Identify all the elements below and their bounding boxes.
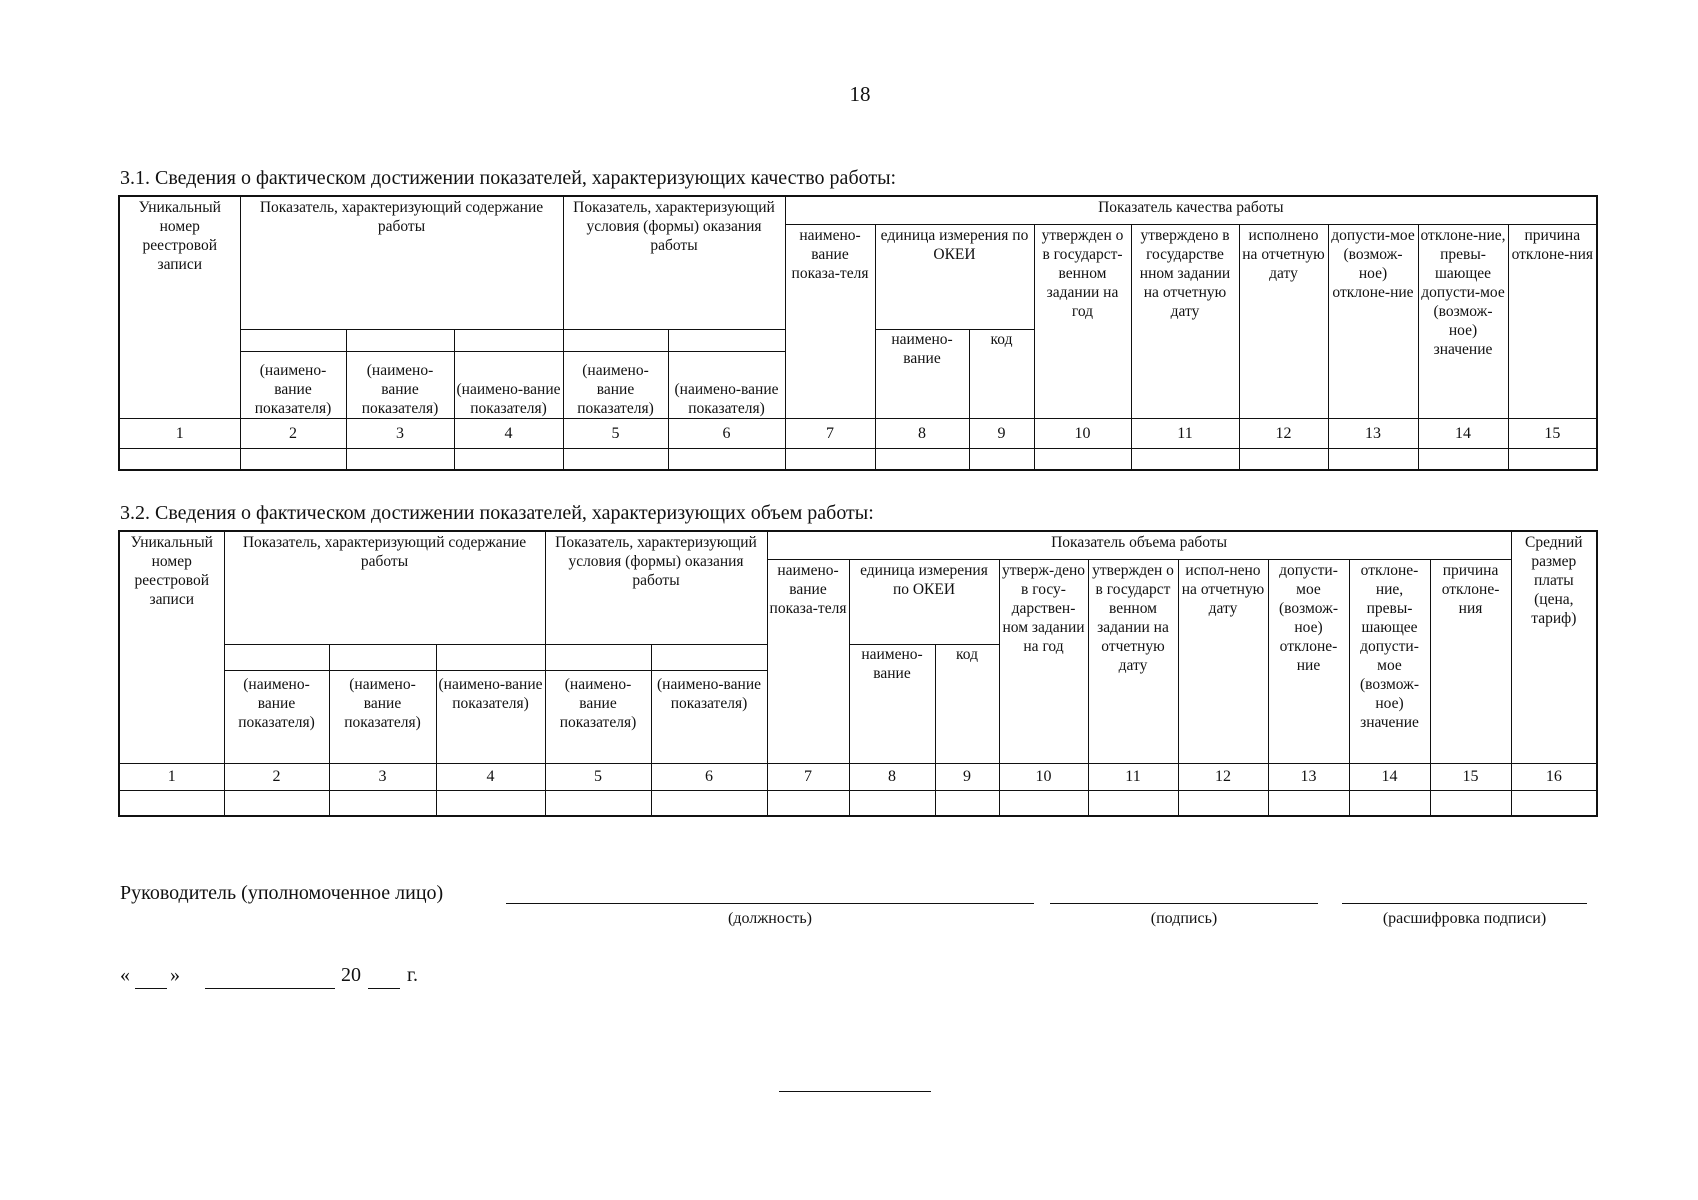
header-unit-name: наимено-вание [849,644,935,763]
blank-cell [224,644,329,670]
header-unique-number: Уникальный номер реестровой записи [119,531,224,763]
indicator-name-label: (наимено-вание показателя) [454,351,563,418]
indicator-name-label: (наимено-вание показателя) [651,670,767,763]
column-number: 14 [1418,418,1508,448]
header-approved-date: утверждено в государстве нном задании на отчетную дату [1131,224,1239,418]
column-number: 7 [767,763,849,790]
header-executed: исполнено на отчетную дату [1239,224,1328,418]
section-title-quality: 3.1. Сведения о фактическом достижении показателей, характеризующих качество работы: [120,167,897,189]
column-number: 12 [1178,763,1268,790]
indicator-name-label: (наимено-вание показателя) [563,351,668,418]
blank-cell [563,329,668,351]
header-indicator-name: наимено-вание показа-теля [767,559,849,763]
quality-indicators-table [118,195,1598,471]
section-title-volume: 3.2. Сведения о фактическом достижении показателей, характеризующих объем работы: [120,502,874,524]
header-approved-year: утверж-дено в госу-дарствен-ном задании на год [999,559,1088,763]
column-number: 6 [651,763,767,790]
column-number: 2 [240,418,346,448]
page-number: 18 [849,82,871,106]
column-number: 2 [224,763,329,790]
blank-cell [436,644,545,670]
column-number: 9 [969,418,1034,448]
column-number: 5 [563,418,668,448]
header-unit-okei: единица измерения по ОКЕИ [875,224,1034,329]
header-conditions-group: Показатель, характеризующий условия (формы) оказания работы [563,196,785,329]
column-number: 4 [454,418,563,448]
header-executed: испол-нено на отчетную дату [1178,559,1268,763]
position-line[interactable] [506,903,1034,904]
column-number: 11 [1088,763,1178,790]
date-year-line[interactable] [368,988,400,989]
column-number: 6 [668,418,785,448]
decode-caption: (расшифровка подписи) [1382,910,1547,927]
header-unit-name: наимено-вание [875,329,969,418]
blank-cell [346,329,454,351]
indicator-name-label: (наимено-вание показателя) [224,670,329,763]
column-number: 5 [545,763,651,790]
column-number: 14 [1349,763,1430,790]
header-unit-okei: единица измерения по ОКЕИ [849,559,999,644]
indicator-name-label: (наимено-вание показателя) [668,351,785,418]
blank-cell [668,329,785,351]
header-indicator-group: Показатель качества работы [785,196,1597,224]
header-excess-deviation: отклоне-ние, превы-шающее допусти-мое (возмож-ное) значение [1418,224,1508,418]
column-number: 12 [1239,418,1328,448]
header-unique-number: Уникальный номер реестровой записи [119,196,240,418]
blank-cell [545,644,651,670]
header-indicator-name: наимено-вание показа-теля [785,224,875,418]
indicator-name-label: (наимено-вание показателя) [436,670,545,763]
head-label: Руководитель (уполномоченное лицо) [120,882,444,904]
header-approved-date: утвержден о в государст венном задании на отчетную дату [1088,559,1178,763]
decode-line[interactable] [1342,903,1587,904]
column-number: 8 [849,763,935,790]
position-caption: (должность) [728,910,812,927]
date-day-line[interactable] [135,988,167,989]
column-number: 15 [1508,418,1597,448]
column-number: 4 [436,763,545,790]
column-number: 3 [346,418,454,448]
date-month-line[interactable] [205,988,335,989]
indicator-name-label: (наимено-вание показателя) [240,351,346,418]
signature-caption: (подпись) [1150,910,1218,927]
column-number: 8 [875,418,969,448]
column-number: 15 [1430,763,1511,790]
blank-cell [329,644,436,670]
header-unit-code: код [969,329,1034,418]
indicator-name-label: (наимено-вание показателя) [346,351,454,418]
date-year-suffix: г. [407,964,418,986]
indicator-name-label: (наимено-вание показателя) [329,670,436,763]
column-number: 1 [119,763,224,790]
column-number: 1 [119,418,240,448]
table-row [119,448,1597,470]
column-number: 10 [1034,418,1131,448]
header-unit-code: код [935,644,999,763]
column-number: 3 [329,763,436,790]
column-number: 13 [1328,418,1418,448]
header-allowed-deviation: допусти-мое (возмож-ное) отклоне-ние [1328,224,1418,418]
column-number: 11 [1131,418,1239,448]
volume-indicators-table [118,530,1598,817]
blank-cell [651,644,767,670]
end-separator-line [779,1091,931,1092]
header-content-group: Показатель, характеризующий содержание работы [224,531,545,644]
header-content-group: Показатель, характеризующий содержание работы [240,196,563,329]
column-number: 10 [999,763,1088,790]
header-allowed-deviation: допусти-мое (возмож-ное) отклоне-ние [1268,559,1349,763]
header-average-fee: Средний размер платы (цена, тариф) [1511,531,1597,763]
blank-cell [454,329,563,351]
date-year-prefix: 20 [341,964,361,986]
column-number: 7 [785,418,875,448]
header-deviation-reason: причина отклоне-ния [1430,559,1511,763]
table-row [119,790,1597,816]
date-close-quote: » [170,964,180,986]
signature-line[interactable] [1050,903,1318,904]
header-conditions-group: Показатель, характеризующий условия (формы) оказания работы [545,531,767,644]
column-number: 16 [1511,763,1597,790]
header-excess-deviation: отклоне-ние, превы-шающее допусти-мое (возмож-ное) значение [1349,559,1430,763]
column-number: 9 [935,763,999,790]
header-deviation-reason: причина отклоне-ния [1508,224,1597,418]
header-indicator-group: Показатель объема работы [767,531,1511,559]
column-number: 13 [1268,763,1349,790]
date-open-quote: « [120,964,130,986]
indicator-name-label: (наимено-вание показателя) [545,670,651,763]
blank-cell [240,329,346,351]
header-approved-year: утвержден о в государст-венном задании на год [1034,224,1131,418]
